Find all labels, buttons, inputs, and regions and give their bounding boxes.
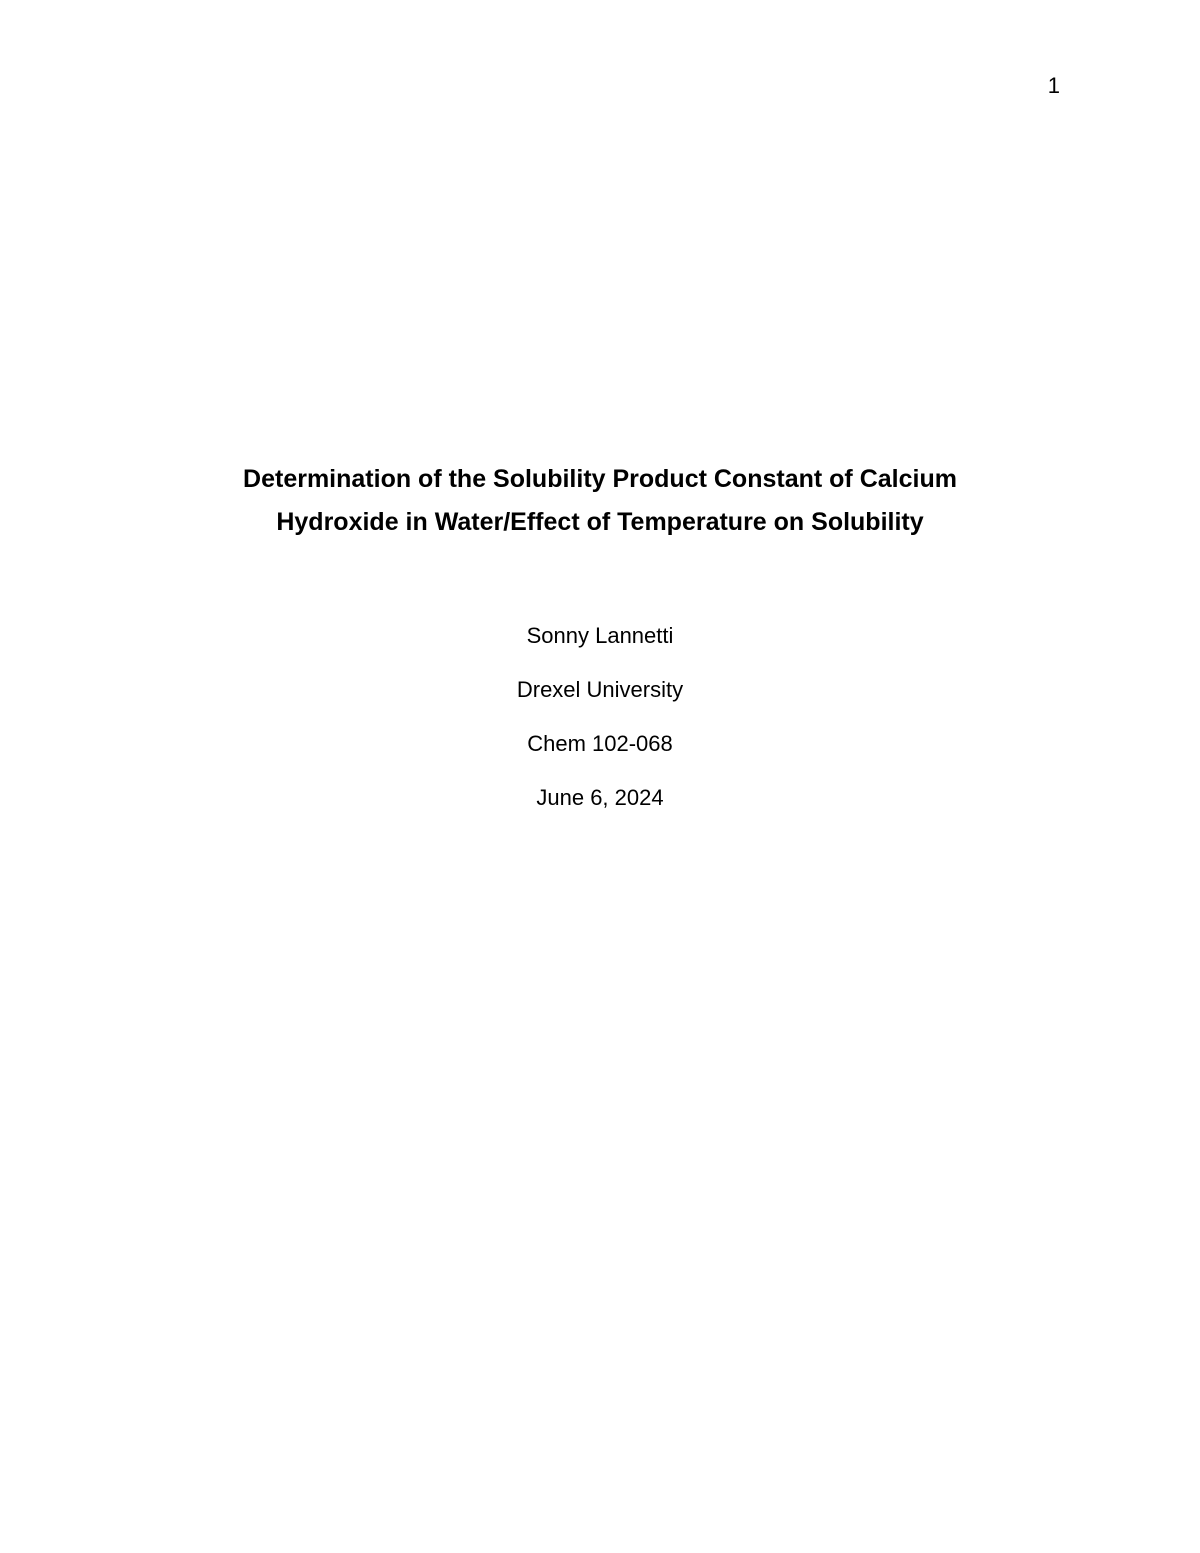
title-block [150,458,1050,544]
page-number: 1 [1047,73,1060,98]
institution: Drexel University [516,677,684,702]
title-line-2: Hydroxide in Water/Effect of Temperature on Solubility [276,508,924,536]
title-line-1: Determination of the Solubility Product Constant of Calcium [243,465,957,493]
author-info-block [300,622,900,838]
date: June 6, 2024 [536,785,664,810]
author-name: Sonny Lannetti [526,623,674,648]
course: Chem 102-068 [527,731,673,756]
